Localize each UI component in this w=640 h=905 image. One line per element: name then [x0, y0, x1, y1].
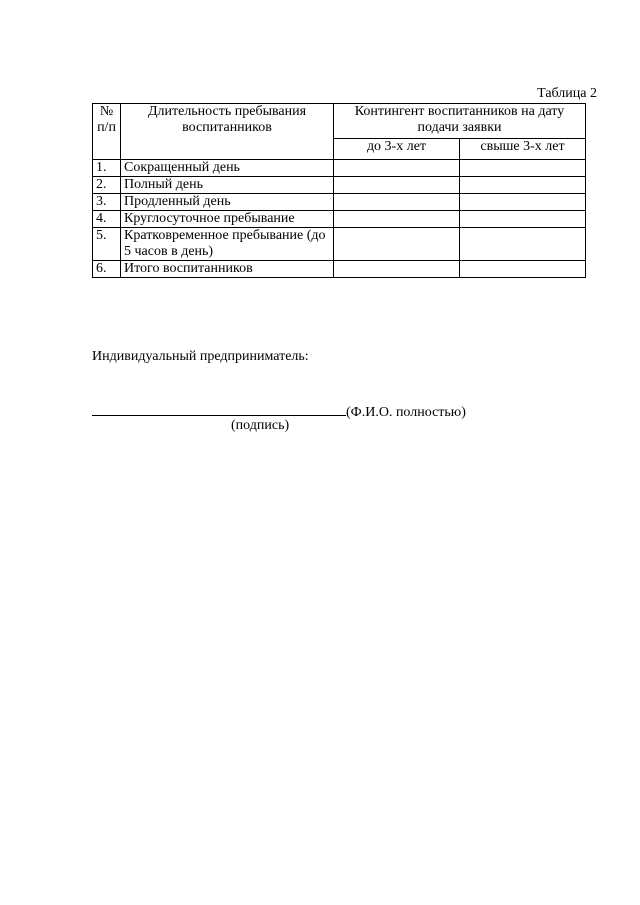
row-under3[interactable] [334, 160, 460, 177]
table-row [93, 261, 586, 278]
table-row [93, 211, 586, 228]
entrepreneur-label: Индивидуальный предприниматель: [92, 349, 309, 364]
row-num: 1. [93, 160, 121, 177]
row-num: 4. [93, 211, 121, 228]
row-over3[interactable] [460, 177, 586, 194]
row-over3[interactable] [460, 228, 586, 261]
contingent-table [92, 103, 586, 278]
row-over3[interactable] [460, 160, 586, 177]
row-num: 3. [93, 194, 121, 211]
table-row [93, 160, 586, 177]
table-row [93, 194, 586, 211]
row-num: 6. [93, 261, 121, 278]
fio-label: (Ф.И.О. полностью) [346, 405, 466, 420]
table-header-row [93, 104, 586, 139]
row-num: 2. [93, 177, 121, 194]
row-label: Полный день [121, 177, 334, 194]
signature-caption: (подпись) [231, 418, 290, 433]
row-under3[interactable] [334, 228, 460, 261]
table-caption: Таблица 2 [537, 86, 597, 101]
row-label: Продленный день [121, 194, 334, 211]
row-label: Сокращенный день [121, 160, 334, 177]
row-over3[interactable] [460, 261, 586, 278]
header-over3: свыше 3-х лет [460, 139, 586, 160]
header-duration: Длительность пребывания воспитанников [121, 104, 334, 160]
table-row [93, 177, 586, 194]
header-contingent: Контингент воспитанников на дату подачи заявки [334, 104, 586, 139]
row-label: Кратковременное пребывание (до 5 часов в день) [121, 228, 334, 261]
table-row [93, 228, 586, 261]
row-over3[interactable] [460, 211, 586, 228]
row-under3[interactable] [334, 177, 460, 194]
row-under3[interactable] [334, 261, 460, 278]
header-num: № п/п [93, 104, 121, 160]
signature-field[interactable] [92, 402, 346, 416]
row-over3[interactable] [460, 194, 586, 211]
row-under3[interactable] [334, 211, 460, 228]
row-label: Итого воспитанников [121, 261, 334, 278]
row-under3[interactable] [334, 194, 460, 211]
row-label: Круглосуточное пребывание [121, 211, 334, 228]
header-under3: до 3-х лет [334, 139, 460, 160]
row-num: 5. [93, 228, 121, 261]
